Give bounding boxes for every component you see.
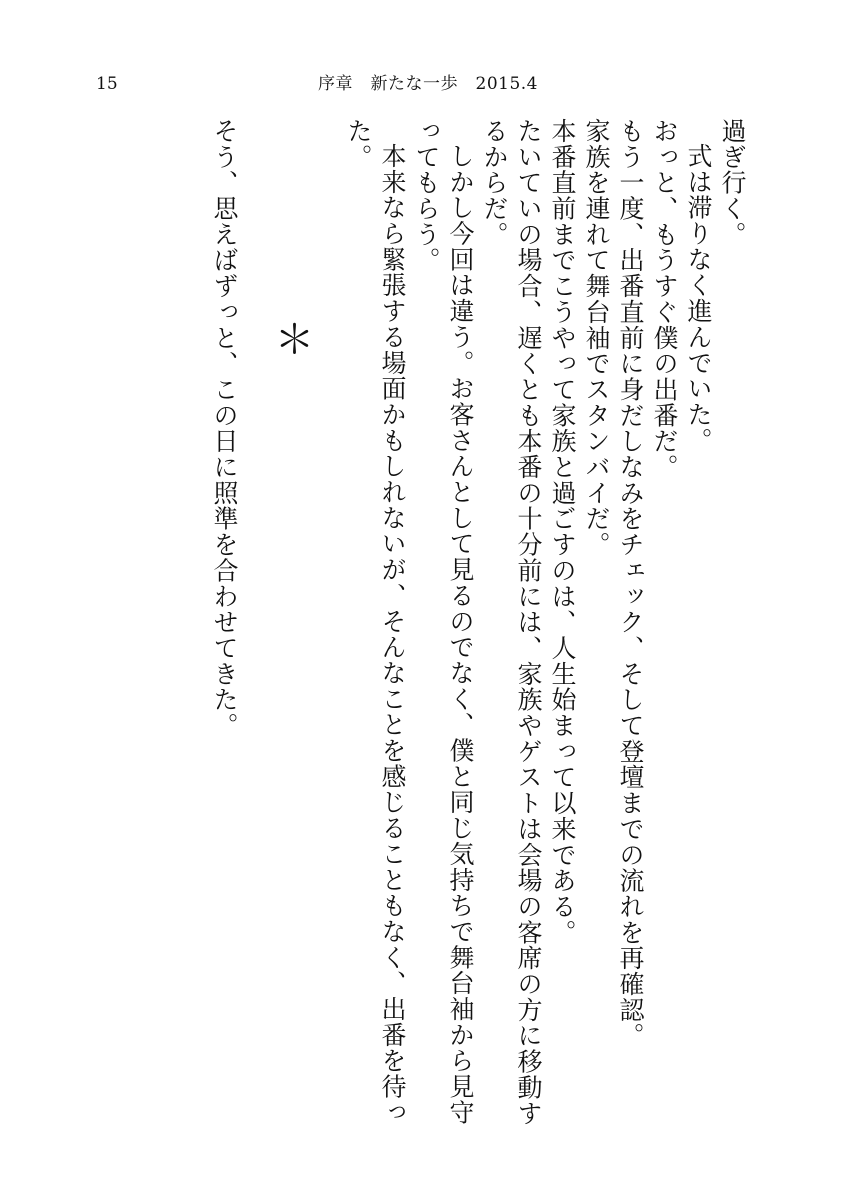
paragraph: 家族を連れて舞台袖でスタンバイだ。: [582, 118, 611, 558]
scene-break-asterisk: ＊: [268, 318, 314, 358]
page-number: 15: [96, 74, 118, 94]
paragraph: しかし今回は違う。お客さんとして見るのでなく、僕と同じ気持ちで舞台袖から見守ってもらう。: [412, 118, 475, 1126]
paragraph: 過ぎ行く。: [718, 118, 747, 248]
paragraph: 本番直前までこうやって家族と過ごすのは、人生始まって以来である。: [548, 118, 577, 946]
paragraph: もう一度、出番直前に身だしなみをチェック、そして登壇までの流れを再確認。: [616, 118, 645, 1049]
paragraph: たいていの場合、遅くとも本番の十分前には、家族やゲストは会場の客席の方に移動するからだ。: [480, 118, 543, 1127]
vertical-text-body: [207, 118, 749, 1128]
paragraph: 本来なら緊張する場面かもしれないが、そんなことを感じることもなく、出番を待った。: [344, 118, 407, 1126]
running-header: 序章 新たな一歩 2015.4: [318, 74, 538, 94]
paragraph: おっと、もうすぐ僕の出番だ。: [650, 118, 679, 480]
paragraph: そう、思えばずっと、この日に照準を合わせてきた。: [210, 118, 239, 739]
paragraph: 式は滞りなく進んでいた。: [684, 143, 713, 454]
